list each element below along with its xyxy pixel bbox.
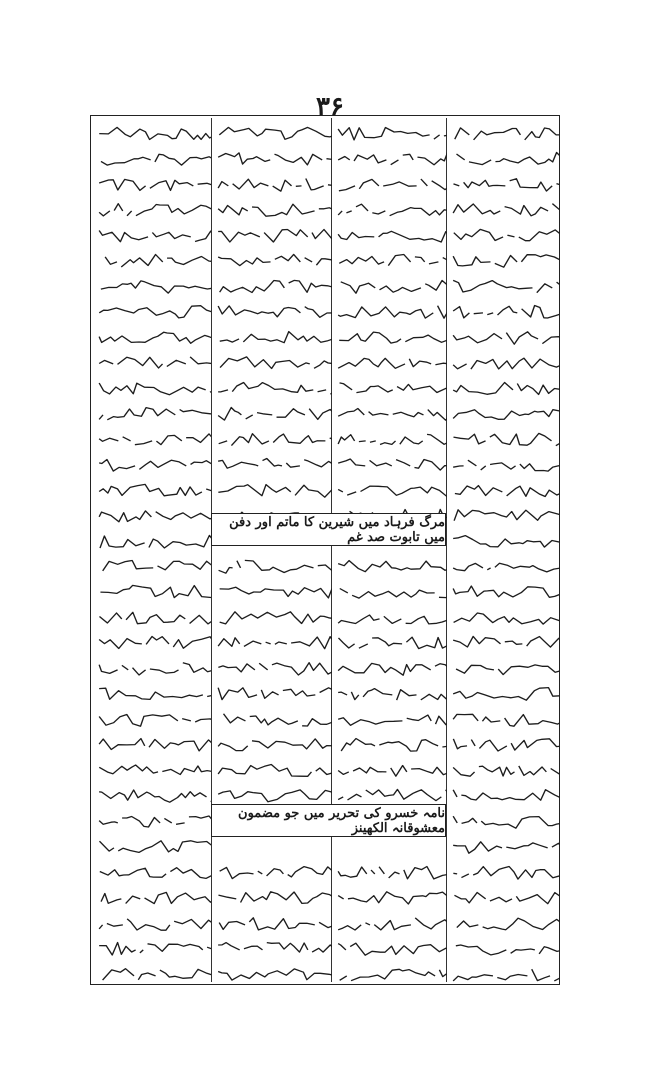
- script-line: [451, 759, 560, 780]
- script-line: [216, 708, 332, 729]
- script-line: [451, 861, 560, 882]
- script-line: [97, 580, 211, 601]
- script-line: [97, 224, 211, 245]
- script-line: [216, 631, 332, 652]
- script-line: [451, 300, 560, 321]
- script-line: [336, 886, 447, 907]
- script-line: [97, 886, 211, 907]
- script-line: [451, 249, 560, 270]
- script-line: [336, 351, 447, 372]
- script-line: [216, 784, 332, 805]
- script-line: [451, 682, 560, 703]
- script-line: [336, 173, 447, 194]
- script-line: [451, 453, 560, 474]
- script-line: [336, 479, 447, 500]
- script-line: [336, 784, 447, 805]
- script-line: [451, 580, 560, 601]
- script-line: [336, 402, 447, 423]
- script-line: [451, 912, 560, 933]
- script-line: [336, 428, 447, 449]
- script-line: [451, 810, 560, 831]
- script-line: [216, 147, 332, 168]
- script-line: [336, 249, 447, 270]
- script-line: [97, 326, 211, 347]
- script-line: [336, 326, 447, 347]
- script-line: [97, 530, 211, 551]
- script-line: [336, 657, 447, 678]
- script-line: [451, 835, 560, 856]
- script-line: [451, 657, 560, 678]
- script-line: [97, 835, 211, 856]
- script-line: [97, 937, 211, 958]
- script-line: [97, 606, 211, 627]
- script-line: [216, 682, 332, 703]
- script-line: [216, 326, 332, 347]
- script-line: [97, 428, 211, 449]
- script-line: [216, 479, 332, 500]
- script-line: [216, 912, 332, 933]
- script-line: [336, 682, 447, 703]
- script-line: [97, 810, 211, 831]
- script-line: [451, 963, 560, 982]
- script-line: [216, 759, 332, 780]
- script-line: [216, 300, 332, 321]
- script-line: [451, 504, 560, 525]
- column-3: [211, 118, 332, 982]
- script-line: [451, 173, 560, 194]
- script-line: [97, 631, 211, 652]
- script-line: [451, 733, 560, 754]
- script-line: [451, 402, 560, 423]
- script-line: [336, 122, 447, 143]
- script-line: [97, 147, 211, 168]
- section-heading-1: [211, 513, 446, 546]
- script-line: [336, 555, 447, 576]
- script-line: [97, 453, 211, 474]
- script-line: [336, 912, 447, 933]
- script-line: [97, 733, 211, 754]
- script-line: [216, 122, 332, 143]
- script-line: [97, 963, 211, 982]
- script-line: [97, 173, 211, 194]
- script-line: [97, 912, 211, 933]
- script-line: [451, 122, 560, 143]
- script-line: [97, 708, 211, 729]
- script-line: [336, 937, 447, 958]
- script-line: [97, 300, 211, 321]
- script-line: [216, 198, 332, 219]
- script-line: [451, 224, 560, 245]
- script-line: [451, 351, 560, 372]
- script-line: [451, 708, 560, 729]
- script-line: [336, 733, 447, 754]
- script-line: [451, 428, 560, 449]
- script-line: [216, 428, 332, 449]
- column-4: [93, 118, 211, 982]
- script-line: [451, 479, 560, 500]
- script-line: [97, 861, 211, 882]
- script-line: [216, 886, 332, 907]
- script-line: [336, 759, 447, 780]
- script-line: [97, 555, 211, 576]
- script-line: [97, 249, 211, 270]
- page-number: ۳۶: [316, 92, 344, 122]
- script-line: [97, 377, 211, 398]
- script-line: [336, 377, 447, 398]
- script-line: [336, 606, 447, 627]
- script-line: [451, 326, 560, 347]
- section-heading-2: [211, 804, 446, 837]
- script-line: [336, 580, 447, 601]
- script-line: [336, 198, 447, 219]
- script-line: [216, 580, 332, 601]
- text-frame: [90, 115, 560, 985]
- script-line: [216, 453, 332, 474]
- script-line: [97, 351, 211, 372]
- script-line: [97, 275, 211, 296]
- column-2: [331, 118, 447, 982]
- script-line: [451, 631, 560, 652]
- script-line: [336, 453, 447, 474]
- script-line: [216, 555, 332, 576]
- script-line: [216, 249, 332, 270]
- script-line: [451, 937, 560, 958]
- script-line: [451, 147, 560, 168]
- script-line: [97, 682, 211, 703]
- script-line: [97, 198, 211, 219]
- script-line: [336, 861, 447, 882]
- script-line: [451, 198, 560, 219]
- script-line: [97, 402, 211, 423]
- script-line: [451, 377, 560, 398]
- script-line: [451, 530, 560, 551]
- script-line: [451, 784, 560, 805]
- script-line: [336, 963, 447, 982]
- script-line: [336, 224, 447, 245]
- script-line: [216, 402, 332, 423]
- script-line: [336, 300, 447, 321]
- script-line: [216, 275, 332, 296]
- script-line: [216, 377, 332, 398]
- script-line: [216, 224, 332, 245]
- script-line: [97, 759, 211, 780]
- script-line: [216, 657, 332, 678]
- script-line: [451, 555, 560, 576]
- script-line: [216, 963, 332, 982]
- script-line: [451, 606, 560, 627]
- script-line: [97, 122, 211, 143]
- script-line: [216, 173, 332, 194]
- script-line: [216, 937, 332, 958]
- script-line: [336, 275, 447, 296]
- script-line: [97, 479, 211, 500]
- section-heading-1-text: مرگ فرہاد میں شیرین کا ماتم اور دفن میں تابوت صد غم: [229, 514, 445, 545]
- script-line: [451, 275, 560, 296]
- script-line: [336, 708, 447, 729]
- column-1: [446, 118, 560, 982]
- script-line: [216, 861, 332, 882]
- script-line: [97, 657, 211, 678]
- section-heading-2-text: نامہ خسرو کی تحریر میں جو مضمون معشوقانہ الکھینز: [238, 805, 445, 836]
- script-line: [451, 886, 560, 907]
- script-line: [97, 784, 211, 805]
- script-line: [97, 504, 211, 525]
- script-line: [216, 733, 332, 754]
- script-line: [336, 147, 447, 168]
- script-line: [336, 631, 447, 652]
- script-line: [216, 351, 332, 372]
- script-line: [216, 606, 332, 627]
